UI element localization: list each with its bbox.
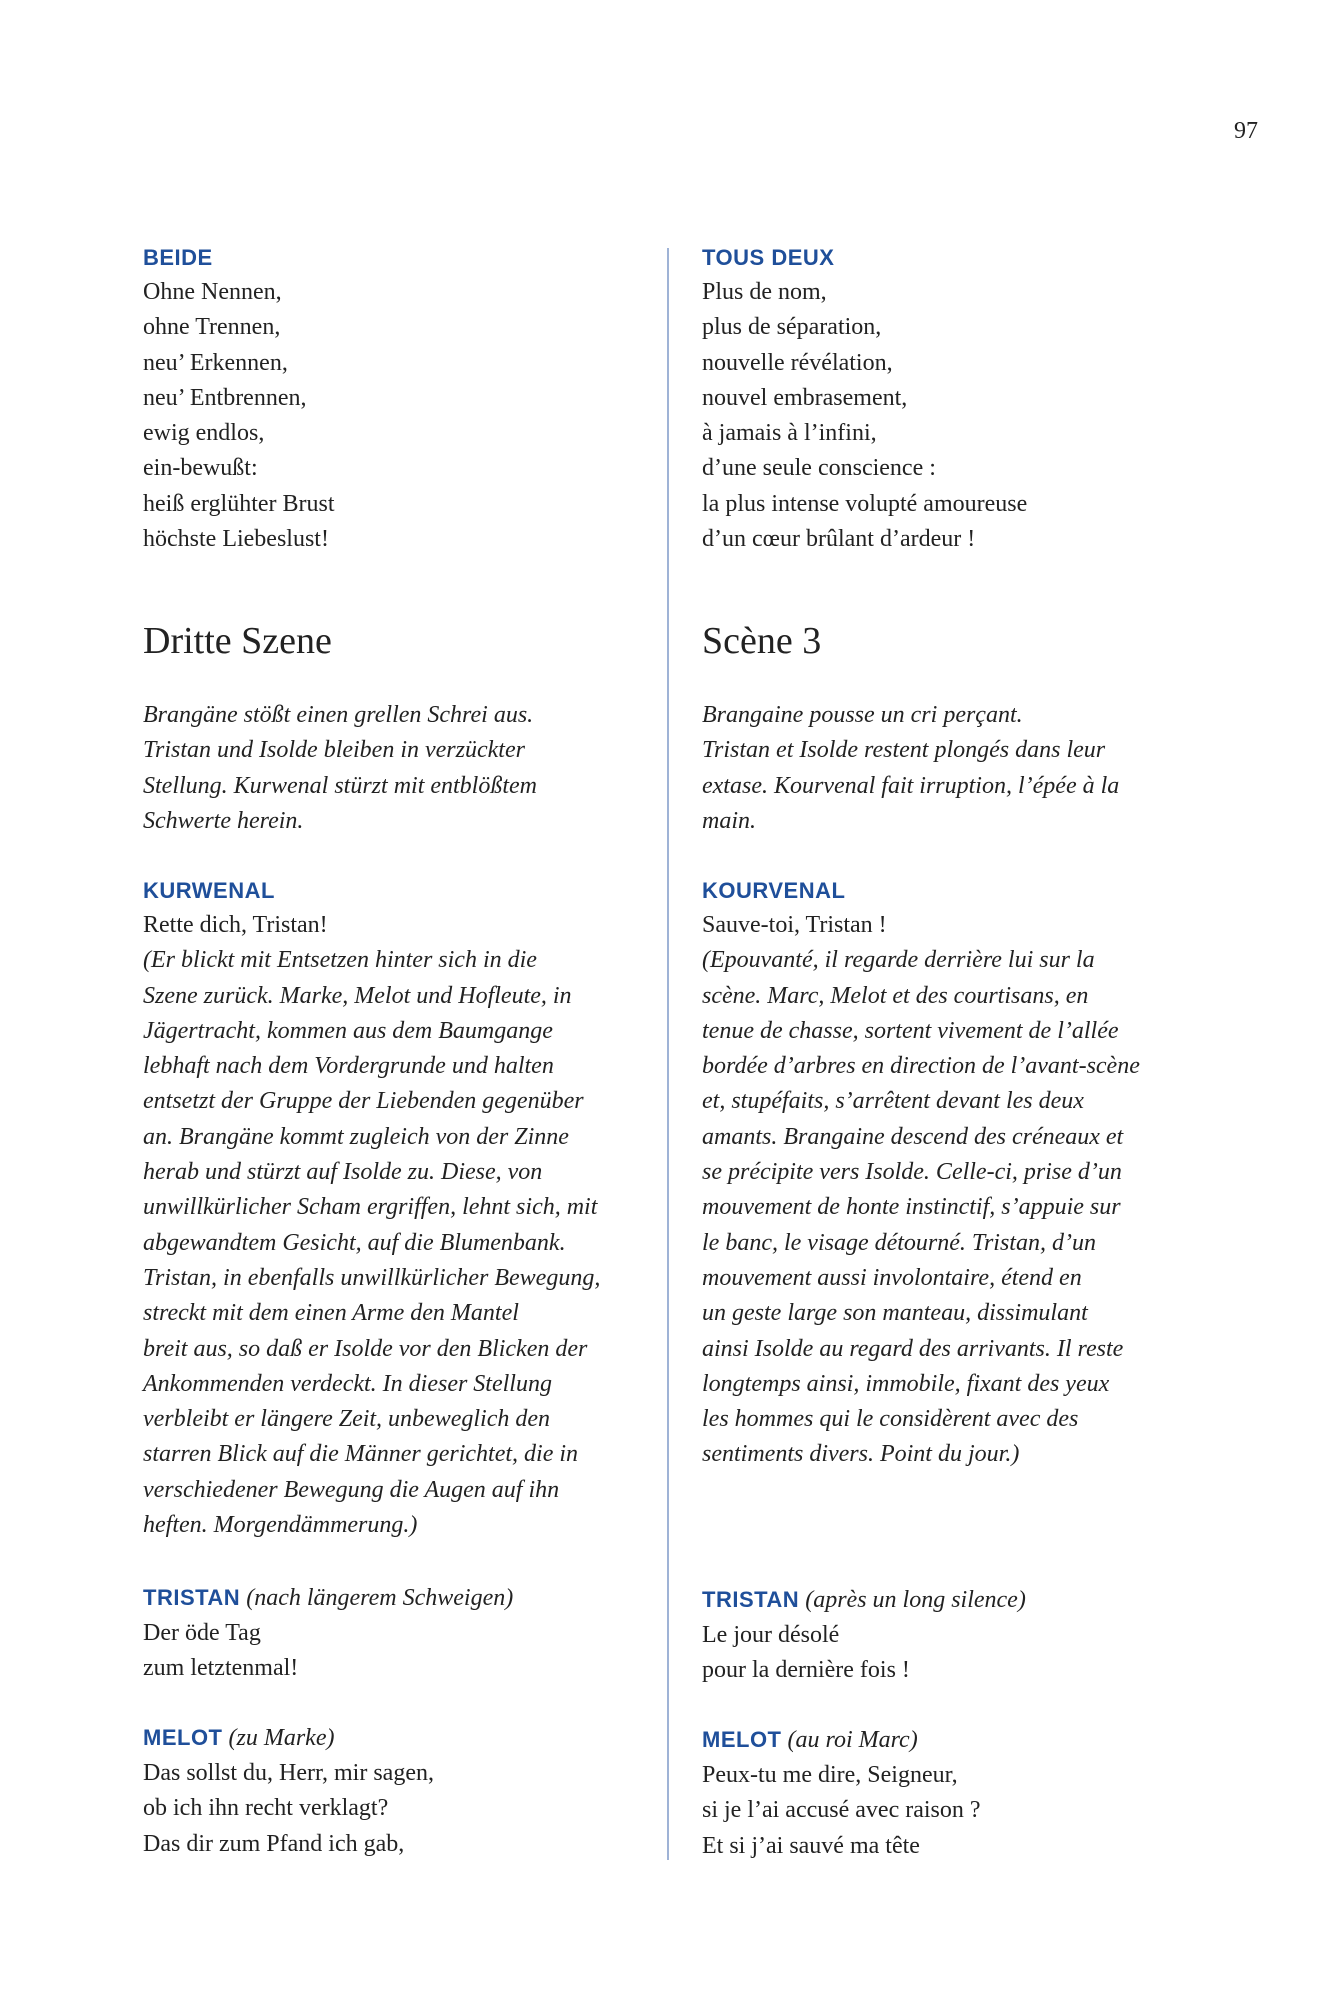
direction-line: longtemps ainsi, immobile, fixant des yeux [702,1370,1110,1397]
speaker-name [143,1720,663,1756]
speaker-label: TRISTAN [702,1587,800,1612]
verse-line: Plus de nom, [702,279,827,305]
verse-line: zum letztenmal! [143,1655,299,1682]
speaker-direction: (au roi Marc) [787,1727,918,1753]
direction-line: Tristan und Isolde bleiben in verzückter [143,737,525,764]
verse-line: Ohne Nennen, [143,279,282,305]
direction-line: abgewandtem Gesicht, auf die Blumenbank. [143,1229,566,1256]
direction-line: breit aus, so daß er Isolde vor den Blicken der [143,1335,588,1362]
speaker-name [702,1722,1222,1758]
direction-line: main. [702,807,756,834]
tristan-block [702,1582,1222,1689]
direction-line: streckt mit dem einen Arme den Mantel [143,1300,519,1327]
direction-line: lebhaft nach dem Vordergrunde und halten [143,1053,554,1080]
verse-line: Sauve-toi, Tristan ! [702,912,887,938]
verse-line: neu’ Erkennen, [143,349,288,376]
kourvenal-block [702,873,1222,1473]
verse-line: ein-bewußt: [143,455,258,482]
verse-line: ob ich ihn recht verklagt? [143,1795,389,1822]
speaker-name: KURWENAL [143,878,275,903]
kurwenal-block [143,873,663,1543]
verse-line: Das dir zum Pfand ich gab, [143,1830,405,1857]
verse-line: la plus intense volupté amoureuse [702,490,1028,517]
direction-line: scène. Marc, Melot et des courtisans, en [702,982,1089,1009]
direction-line: mouvement de honte instinctif, s’appuie sur [702,1194,1121,1221]
speaker-name: KOURVENAL [702,878,846,903]
verse-line: Der öde Tag [143,1620,261,1646]
direction-line: mouvement aussi involontaire, étend en [702,1264,1082,1291]
direction-line: Stellung. Kurwenal stürzt mit entblößtem [143,772,537,799]
direction-line: Schwerte herein. [143,807,304,834]
verse-line: Das sollst du, Herr, mir sagen, [143,1760,434,1786]
verse-line: Rette dich, Tristan! [143,912,328,938]
direction-line: Brangaine pousse un cri perçant. [702,702,1023,728]
verse-line: Et si j’ai sauvé ma tête [702,1832,920,1859]
verse-line: höchste Liebeslust! [143,526,329,553]
direction-line: verbleibt er längere Zeit, unbeweglich den [143,1406,551,1433]
direction-line: entsetzt der Gruppe der Liebenden gegenüber [143,1088,584,1115]
speaker-label: MELOT [143,1725,223,1750]
direction-line: starren Blick auf die Männer gerichtet, die in [143,1441,579,1468]
direction-line: Brangäne stößt einen grellen Schrei aus. [143,702,534,728]
direction-line: (Er blickt mit Entsetzen hinter sich in die [143,947,537,974]
direction-line: se précipite vers Isolde. Celle-ci, prise d’un [702,1159,1122,1186]
speaker-name: BEIDE [143,245,213,270]
direction-line: sentiments divers. Point du jour.) [702,1441,1020,1468]
direction-line: Jägertracht, kommen aus dem Baumgange [143,1017,553,1044]
speaker-direction: (après un long silence) [805,1587,1026,1613]
page-number: 97 [1234,118,1258,144]
direction-line: tenue de chasse, sortent vivement de l’allée [702,1017,1119,1044]
direction-line: amants. Brangaine descend des créneaux et [702,1123,1124,1150]
verse-line: d’un cœur brûlant d’ardeur ! [702,526,976,553]
tous-deux-block [702,240,1222,557]
direction-line: (Epouvanté, il regarde derrière lui sur la [702,947,1095,974]
scene-title: Scène 3 [702,620,822,662]
melot-block [702,1722,1222,1864]
verse-line: Le jour désolé [702,1622,840,1648]
verse-line: nouvelle révélation, [702,349,893,376]
speaker-direction: (nach längerem Schweigen) [246,1585,514,1611]
speaker-name [702,1582,1222,1618]
direction-line: verschiedener Bewegung die Augen auf ihn [143,1476,560,1503]
direction-line: heften. Morgendämmerung.) [143,1512,418,1539]
tristan-block [143,1580,663,1687]
direction-line: extase. Kourvenal fait irruption, l’épée à la [702,772,1120,799]
direction-line: unwillkürlicher Scham ergriffen, lehnt sich, mit [143,1194,598,1221]
beide-block [143,240,663,557]
verse-line: ohne Trennen, [143,314,281,341]
direction-line: bordée d’arbres en direction de l’avant-scène [702,1053,1140,1080]
verse-line: à jamais à l’infini, [702,420,877,447]
verse-line: ewig endlos, [143,420,265,447]
verse-line: plus de séparation, [702,314,882,341]
verse-line: neu’ Entbrennen, [143,384,307,411]
speaker-name: TOUS DEUX [702,245,835,270]
direction-line: les hommes qui le considèrent avec des [702,1406,1079,1433]
direction-line: Ankommenden verdeckt. In dieser Stellung [143,1370,552,1397]
verse-line: heiß erglühter Brust [143,490,335,517]
verse-line: d’une seule conscience : [702,455,936,482]
direction-line: un geste large son manteau, dissimulant [702,1300,1088,1327]
speaker-label: MELOT [702,1727,782,1752]
verse-line: Peux-tu me dire, Seigneur, [702,1762,958,1788]
speaker-name [143,1580,663,1616]
scene-title: Dritte Szene [143,620,332,662]
verse-line: pour la dernière fois ! [702,1657,910,1684]
stage-direction [702,698,1222,839]
verse-line: si je l’ai accusé avec raison ? [702,1797,981,1824]
stage-direction [143,698,663,839]
direction-line: Tristan et Isolde restent plongés dans leur [702,737,1106,764]
melot-block [143,1720,663,1862]
speaker-label: TRISTAN [143,1585,241,1610]
verse-line: nouvel embrasement, [702,384,908,411]
direction-line: ainsi Isolde au regard des arrivants. Il reste [702,1335,1124,1362]
direction-line: le banc, le visage détourné. Tristan, d’un [702,1229,1096,1256]
direction-line: herab und stürzt auf Isolde zu. Diese, von [143,1159,543,1186]
direction-line: Tristan, in ebenfalls unwillkürlicher Bewegung, [143,1264,601,1291]
direction-line: an. Brangäne kommt zugleich von der Zinne [143,1123,569,1150]
column-divider [667,248,669,1860]
direction-line: et, stupéfaits, s’arrêtent devant les deux [702,1088,1084,1115]
speaker-direction: (zu Marke) [228,1725,335,1751]
direction-line: Szene zurück. Marke, Melot und Hofleute, in [143,982,572,1009]
